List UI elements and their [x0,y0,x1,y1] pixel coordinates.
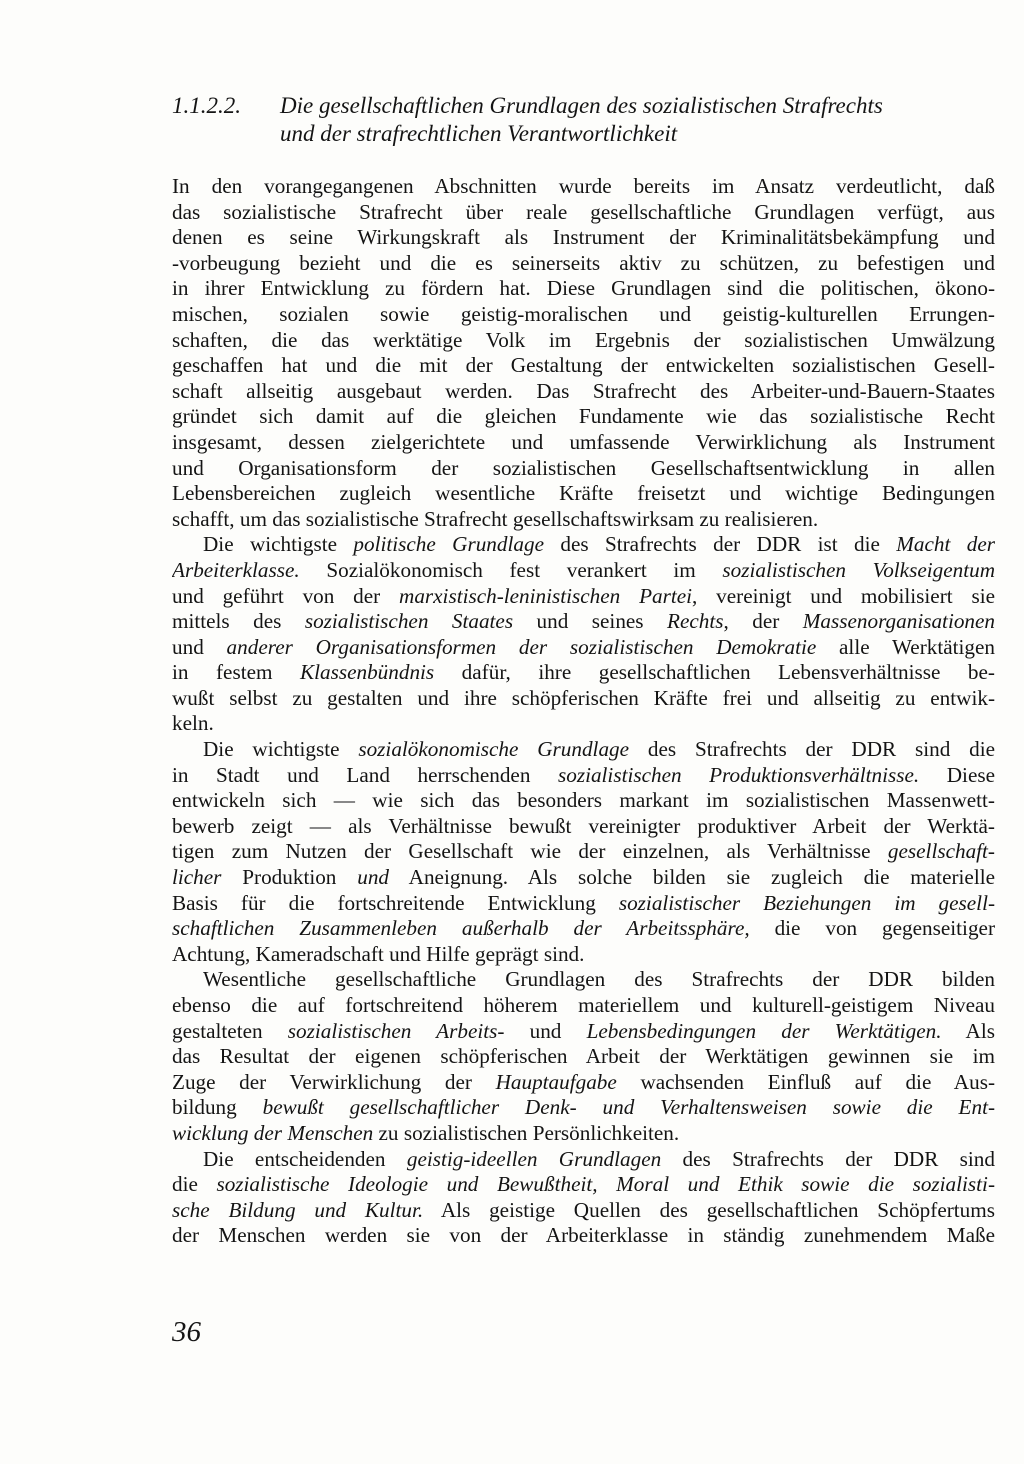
text-line [172,456,995,482]
italic-phrase: Rechts [667,609,724,634]
text-run: Basis für die fortschreitende Entwicklung [172,890,619,915]
italic-phrase: gesellschaft- [887,839,995,864]
text-run: Als geistige Quellen des gesellschaftlichen Schöpfertums [423,1197,995,1222]
text-run: Sozialökonomisch fest verankert im [299,557,723,582]
text-run: die [172,1172,217,1197]
italic-phrase: anderer Organisationsformen der sozialistischen Demokratie [226,634,817,659]
text-line [172,302,995,328]
text-line [172,251,995,277]
body-text [172,174,995,1249]
italic-phrase: marxistisch-leninistischen Partei [399,583,693,608]
text-run: die von gegenseitiger [749,916,995,941]
italic-phrase: sozialistische Ideologie und Bewußtheit, Moral und Ethik sowie die sozialisti- [216,1172,995,1197]
text-line [172,379,995,405]
text-line [172,737,995,763]
text-run: und [172,634,227,659]
italic-phrase: Massenorganisationen [802,609,995,634]
text-run: Produktion [221,865,358,890]
italic-phrase: sozialökonomische Grundlage [358,737,630,762]
text-run: des Strafrechts der DDR ist die [543,532,897,557]
text-run: in Stadt und Land herrschenden [172,762,558,787]
text-run: insgesamt, dessen zielgerichtete und umfassende Verwirklichung als Instrument [172,429,995,454]
text-run: Als [941,1018,995,1043]
text-run: keln. [172,711,214,736]
text-run: mischen, sozialen sowie geistig-moralischen und geistig-kulturellen Errungen- [172,301,995,326]
section-title-line-1: Die gesellschaftlichen Grundlagen des sozialistischen Strafrechts [280,93,883,118]
text-run: ebenso die auf fortschreitend höherem materiellem und kulturell-geistigem Niveau [172,993,995,1017]
text-line [172,839,995,865]
text-run: Zuge der Verwirklichung der [172,1069,496,1094]
text-line [172,404,995,430]
text-line [172,711,995,737]
text-line [172,200,995,226]
text-line [172,532,995,558]
text-run: und Organisationsform der sozialistischen Gesellschaftsentwicklung in allen [172,455,995,480]
text-run: alle Werktätigen [816,634,995,659]
text-run: des Strafrechts der DDR sind [661,1146,995,1171]
text-run: schaft allseitig ausgebaut werden. Das Strafrecht des Arbeiter-und-Bauern-Staates [172,378,995,403]
text-run: Die wichtigste [203,737,359,762]
text-line [172,967,995,993]
page-number: 36 [172,1316,201,1348]
text-run: wachsenden Einfluß auf die Aus- [616,1069,995,1094]
text-line [172,225,995,251]
italic-phrase: sozialistischen Produktionsverhältnisse. [557,762,920,787]
italic-phrase: sche Bildung und Kultur. [172,1197,424,1222]
text-line [172,763,995,789]
text-run: zu sozialistischen Persönlichkeiten. [373,1120,680,1145]
text-run: gründet sich damit auf die gleichen Fundamente wie das sozialistische Recht [172,404,995,429]
text-run: in festem [172,660,300,685]
italic-phrase: bewußt gesellschaftlicher Denk- und Verhaltensweisen sowie die Ent- [262,1095,995,1120]
text-run: Aneignung. Als solche bilden sie zugleich die materielle [389,865,995,890]
text-line [172,660,995,686]
text-run: , der [723,609,803,634]
text-line [172,1070,995,1096]
text-line [172,1172,995,1198]
text-line [172,174,995,200]
text-run: Lebensbereichen zugleich wesentliche Kräfte freisetzt und wichtige Bedingungen [172,481,995,506]
text-run: und geführt von der [172,583,400,608]
italic-phrase: Lebensbedingungen der Werktätigen. [586,1018,942,1043]
text-line [172,328,995,354]
section-title-line-2: und der strafrechtlichen Verantwortlichkeit [280,121,678,146]
text-line [172,558,995,584]
text-run: tigen zum Nutzen der Gesellschaft wie der einzelnen, als Verhältnisse [172,839,888,864]
text-line [172,584,995,610]
text-line [172,1019,995,1045]
text-run: Diese [919,762,995,787]
text-line [172,942,995,968]
text-run: bildung [172,1095,263,1120]
text-run: -vorbeugung bezieht und die es seinerseits aktiv zu schützen, zu befestigen und [172,250,995,275]
text-run: Die entscheidenden [203,1146,407,1171]
text-line [172,788,995,814]
italic-phrase: Arbeiterklasse. [172,557,300,582]
text-run: Die wichtigste [203,532,354,557]
text-run: das sozialistische Strafrecht über reale gesellschaftliche Grundlagen verfügt, aus [172,199,995,224]
text-line [172,507,995,533]
text-line [172,686,995,712]
italic-phrase: und [357,865,389,890]
text-line [172,814,995,840]
text-run: schaften, die das werktätige Volk im Ergebnis der sozialistischen Umwälzung [172,327,995,352]
text-line [172,916,995,942]
text-line [172,1147,995,1173]
italic-phrase: schaftlichen Zusammenleben außerhalb der Arbeitssphäre, [172,916,750,941]
text-run: und seines [513,609,668,634]
text-run: schafft, um das sozialistische Strafrecht gesellschaftswirksam zu realisieren. [172,506,819,531]
text-run: Achtung, Kameradschaft und Hilfe geprägt sind. [172,941,585,966]
text-line [172,1198,995,1224]
text-line [172,481,995,507]
text-run: der Menschen werden sie von der Arbeiterklasse in ständig zunehmendem Maße [172,1223,995,1248]
text-line [172,276,995,302]
text-run: gestalteten [172,1018,288,1043]
text-run: In den vorangegangenen Abschnitten wurde bereits im Ansatz verdeutlicht, daß [172,174,995,198]
section-number: 1.1.2.2. [172,93,241,118]
text-line [172,1044,995,1070]
italic-phrase: Macht der [896,532,995,557]
text-run: bewerb zeigt — als Verhältnisse bewußt vereinigter produktiver Arbeit der Werktä- [172,813,995,838]
text-run: wußt selbst zu gestalten und ihre schöpferischen Kräfte frei und allseitig zu entwik- [172,685,995,710]
text-line [172,865,995,891]
italic-phrase: politische Grundlage [353,532,544,557]
text-line [172,891,995,917]
italic-phrase: wicklung der Menschen [172,1120,374,1145]
text-run: Wesentliche gesellschaftliche Grundlagen des Strafrechts der DDR bilden [203,967,995,992]
text-run: entwickeln sich — wie sich das besonders markant im sozialistischen Massenwett- [172,788,995,813]
text-line [172,1223,995,1249]
text-run: denen es seine Wirkungskraft als Instrument der Kriminalitätsbekämpfung und [172,225,995,250]
text-line [172,1121,995,1147]
text-run: in ihrer Entwicklung zu fördern hat. Diese Grundlagen sind die politischen, ökono- [172,276,995,301]
text-run: , vereinigt und mobilisiert sie [692,583,995,608]
italic-phrase: Hauptaufgabe [495,1069,617,1094]
italic-phrase: Klassenbündnis [299,660,435,685]
text-line [172,353,995,379]
text-run: geschaffen hat und die mit der Gestaltung der entwickelten sozialistischen Gesell- [172,353,995,378]
italic-phrase: licher [172,865,222,890]
text-line [172,993,995,1019]
italic-phrase: geistig-ideellen Grundlagen [406,1146,662,1171]
text-line [172,1095,995,1121]
text-line [172,609,995,635]
text-line [172,635,995,661]
text-run: des Strafrechts der DDR sind die [629,737,995,762]
italic-phrase: sozialistischer Beziehungen im gesell- [618,890,995,915]
section-heading [172,92,992,148]
text-run: das Resultat der eigenen schöpferischen Arbeit der Werktätigen gewinnen sie im [172,1044,995,1069]
text-run: dafür, ihre gesellschaftlichen Lebensverhältnisse be- [434,660,995,685]
text-line [172,430,995,456]
italic-phrase: sozialistischen Volkseigentum [722,557,995,582]
text-run: und [504,1018,587,1043]
text-run: mittels des [172,609,305,634]
italic-phrase: sozialistischen Staates [304,609,514,634]
italic-phrase: sozialistischen Arbeits- [287,1018,505,1043]
